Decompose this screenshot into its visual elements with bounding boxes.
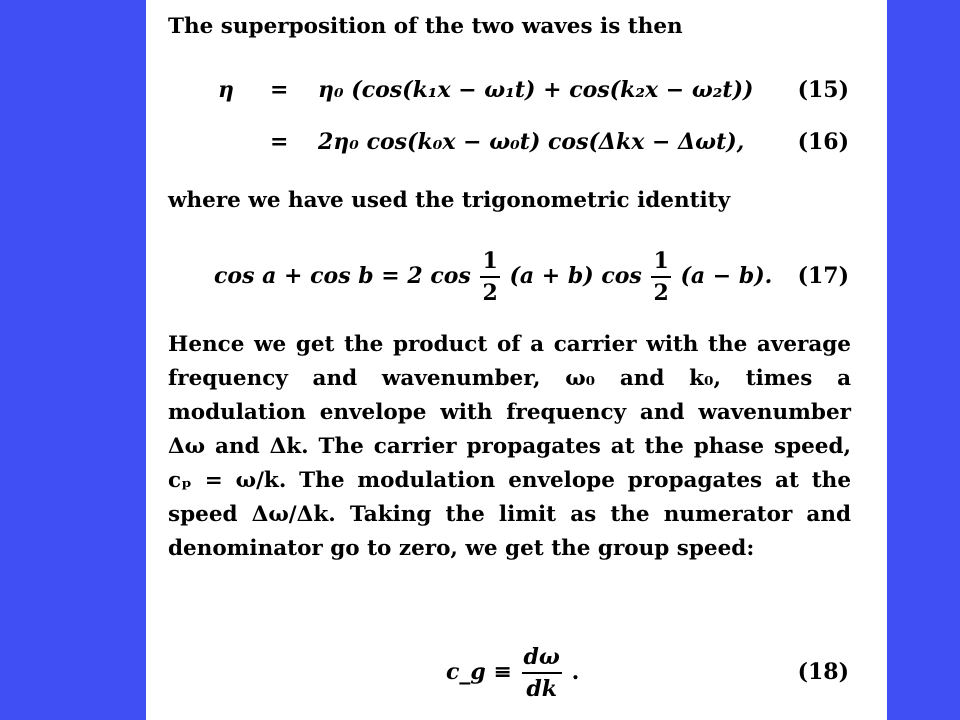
paragraph-part-1: Hence we get the product of a [168, 332, 554, 357]
eq17-tail: (a − b). [680, 263, 773, 289]
term-carrier: carrier [553, 332, 637, 357]
paragraph-part-4: : [746, 536, 755, 561]
main-paragraph [168, 328, 851, 566]
eq17-expression [214, 240, 772, 312]
eq16-relation: = [270, 129, 289, 155]
equation-15 [146, 70, 887, 110]
eq18-denominator: dk [526, 676, 558, 702]
eq18-number: (18) [797, 659, 849, 685]
term-group-speed: group speed [597, 536, 747, 561]
eq15-lhs: η [218, 77, 234, 103]
eq17-mid: (a + b) cos [509, 263, 642, 289]
equation-18 [146, 634, 887, 710]
term-modulation-envelope: modulation envelope [168, 400, 427, 425]
eq17-fraction-1 [480, 246, 499, 308]
eq18-numerator: dω [522, 642, 562, 674]
eq17-frac2-denominator: 2 [653, 280, 669, 306]
paragraph-part-3: with frequency and wavenumber Δω and Δk. The carrier propagates at the phase speed, cₚ = ω/k. The modulation envelope propagates at the speed Δω/Δk. Taking the limit as the numerator and denominator go to zero, we get the [168, 400, 851, 561]
slide-page [146, 0, 887, 720]
identity-intro-text: where we have used the trigonometric identity [168, 188, 731, 213]
eq18-tail: . [571, 659, 580, 685]
equation-16 [146, 122, 887, 162]
eq17-number: (17) [797, 263, 849, 289]
eq15-number: (15) [797, 77, 849, 103]
eq17-lead: cos a + cos b = 2 cos [214, 263, 471, 289]
eq16-number: (16) [797, 129, 849, 155]
eq17-fraction-2 [651, 246, 670, 308]
paragraph-part-2: with the average frequency and wavenumber, ω₀ and k₀, times a [168, 332, 851, 391]
intro-text: The superposition of the two waves is then [168, 14, 683, 39]
eq17-frac1-numerator: 1 [480, 246, 499, 278]
eq15-relation: = [270, 77, 289, 103]
eq18-expression [446, 634, 579, 710]
eq17-frac1-denominator: 2 [482, 280, 498, 306]
eq18-fraction [522, 642, 562, 704]
eq15-rhs: η₀ (cos(k₁x − ω₁t) + cos(k₂x − ω₂t)) [318, 77, 754, 103]
eq16-rhs: 2η₀ cos(k₀x − ω₀t) cos(Δkx − Δωt), [318, 129, 745, 155]
equation-17 [146, 240, 887, 312]
eq18-lhs: c_g ≡ [446, 659, 512, 685]
eq17-frac2-numerator: 1 [651, 246, 670, 278]
